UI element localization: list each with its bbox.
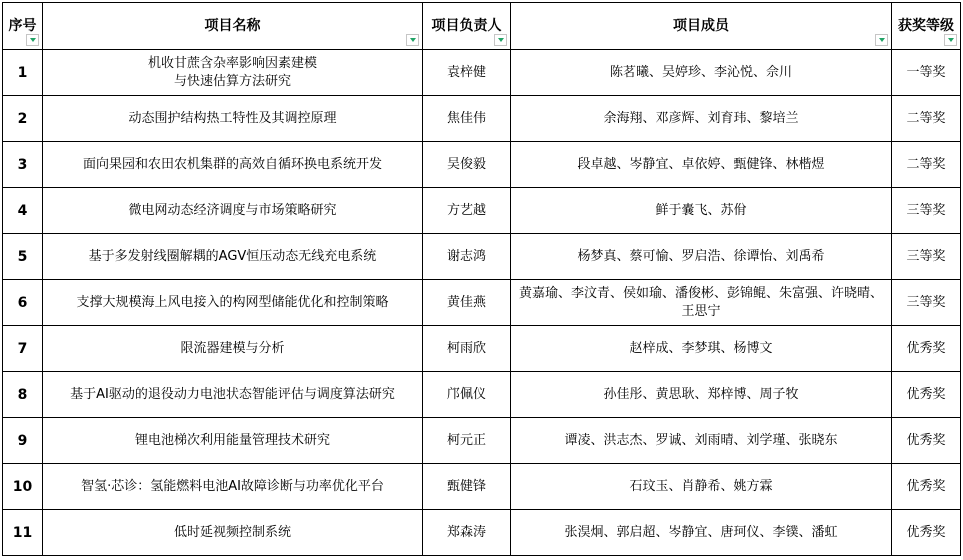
cell-award-text: 优秀奖 — [906, 386, 946, 402]
cell-leader[interactable] — [423, 464, 511, 510]
cell-leader[interactable] — [423, 372, 511, 418]
header-project-name — [43, 3, 423, 50]
cell-leader[interactable] — [423, 50, 511, 96]
cell-award[interactable] — [892, 418, 961, 464]
cell-seq[interactable] — [3, 418, 43, 464]
cell-award-text: 优秀奖 — [906, 432, 946, 448]
header-row — [3, 3, 961, 50]
cell-award[interactable] — [892, 510, 961, 556]
cell-project-name[interactable] — [43, 142, 423, 188]
cell-seq-text: 7 — [17, 340, 28, 357]
cell-leader-text: 郑森涛 — [446, 524, 486, 540]
cell-award-text: 三等奖 — [906, 202, 946, 218]
table-row — [3, 326, 961, 372]
cell-leader[interactable] — [423, 326, 511, 372]
filter-dropdown-icon[interactable] — [406, 34, 419, 46]
cell-leader-text: 方艺越 — [446, 202, 486, 218]
cell-seq-text: 6 — [17, 294, 28, 311]
cell-leader-text: 袁梓健 — [446, 64, 486, 80]
cell-award-text: 优秀奖 — [906, 524, 946, 540]
cell-project-name[interactable] — [43, 510, 423, 556]
cell-award[interactable] — [892, 464, 961, 510]
cell-seq-text: 2 — [17, 110, 28, 127]
filter-dropdown-icon[interactable] — [875, 34, 888, 46]
cell-leader-text: 柯元正 — [446, 432, 486, 448]
cell-seq-text: 9 — [17, 432, 28, 449]
cell-members-text: 黄嘉瑜、李汶青、侯如瑜、潘俊彬、彭锦鲲、朱富强、许晓晴、王思宁 — [518, 285, 883, 319]
cell-leader-text: 邝佩仪 — [446, 386, 486, 402]
cell-award[interactable] — [892, 96, 961, 142]
cell-award[interactable] — [892, 372, 961, 418]
cell-project-name-text: 支撑大规模海上风电接入的构网型储能优化和控制策略 — [76, 294, 389, 310]
cell-award[interactable] — [892, 50, 961, 96]
cell-members[interactable] — [511, 96, 892, 142]
cell-seq-text: 3 — [17, 156, 28, 173]
cell-members-text: 谭凌、洪志杰、罗诚、刘雨晴、刘学瑾、张晓东 — [564, 432, 838, 448]
cell-seq-text: 1 — [17, 64, 28, 81]
header-seq — [3, 3, 43, 50]
cell-project-name-text: 限流器建模与分析 — [180, 340, 285, 356]
cell-project-name-text: 微电网动态经济调度与市场策略研究 — [128, 202, 337, 218]
cell-members[interactable] — [511, 510, 892, 556]
cell-members[interactable] — [511, 142, 892, 188]
cell-project-name-text: 与快速估算方法研究 — [173, 73, 291, 89]
cell-award[interactable] — [892, 234, 961, 280]
cell-members-text: 鲜于嚢飞、苏佾 — [655, 202, 747, 218]
cell-members[interactable] — [511, 234, 892, 280]
cell-members[interactable] — [511, 280, 892, 326]
cell-leader[interactable] — [423, 510, 511, 556]
cell-project-name[interactable] — [43, 464, 423, 510]
cell-members[interactable] — [511, 50, 892, 96]
header-leader-label: 项目负责人 — [431, 18, 502, 34]
cell-leader[interactable] — [423, 188, 511, 234]
table-row — [3, 188, 961, 234]
cell-award-text: 三等奖 — [906, 248, 946, 264]
cell-award-text: 优秀奖 — [906, 478, 946, 494]
cell-seq[interactable] — [3, 280, 43, 326]
cell-seq[interactable] — [3, 326, 43, 372]
table-row — [3, 280, 961, 326]
cell-award-text: 优秀奖 — [906, 340, 946, 356]
cell-leader-text: 焦佳伟 — [446, 110, 486, 126]
cell-leader-text: 黄佳燕 — [446, 294, 486, 310]
cell-members[interactable] — [511, 326, 892, 372]
cell-project-name[interactable] — [43, 280, 423, 326]
cell-seq-text: 8 — [17, 386, 28, 403]
header-award-label: 获奖等级 — [898, 18, 954, 34]
cell-project-name-text: 面向果园和农田农机集群的高效自循环换电系统开发 — [82, 156, 382, 172]
cell-leader[interactable] — [423, 418, 511, 464]
cell-award-text: 二等奖 — [906, 156, 946, 172]
cell-seq[interactable] — [3, 142, 43, 188]
cell-leader[interactable] — [423, 96, 511, 142]
cell-members[interactable] — [511, 188, 892, 234]
cell-leader-text: 吴俊毅 — [446, 156, 486, 172]
cell-seq-text: 5 — [17, 248, 28, 265]
cell-members[interactable] — [511, 418, 892, 464]
cell-project-name-text: 智氢·芯诊：氢能燃料电池AI故障诊断与功率优化平台 — [81, 478, 384, 494]
filter-dropdown-icon[interactable] — [494, 34, 507, 46]
table-row — [3, 372, 961, 418]
header-seq-label: 序号 — [8, 18, 37, 34]
cell-project-name-text: 低时延视频控制系统 — [173, 524, 291, 540]
cell-members-text: 余海翔、邓彦辉、刘育玮、黎培兰 — [603, 110, 799, 126]
table-row — [3, 96, 961, 142]
header-leader — [423, 3, 511, 50]
header-award — [892, 3, 961, 50]
cell-seq[interactable] — [3, 50, 43, 96]
cell-award-text: 一等奖 — [906, 64, 946, 80]
cell-leader[interactable] — [423, 234, 511, 280]
cell-project-name-text: 基于AI驱动的退役动力电池状态智能评估与调度算法研究 — [70, 386, 395, 402]
cell-seq[interactable] — [3, 510, 43, 556]
cell-award[interactable] — [892, 188, 961, 234]
cell-seq[interactable] — [3, 234, 43, 280]
awards-table — [2, 2, 961, 556]
table-row — [3, 418, 961, 464]
cell-leader-text: 柯雨欣 — [446, 340, 486, 356]
table-row — [3, 142, 961, 188]
header-members — [511, 3, 892, 50]
cell-project-name[interactable] — [43, 372, 423, 418]
cell-project-name-text: 基于多发射线圈解耦的AGV恒压动态无线充电系统 — [88, 248, 377, 264]
cell-award[interactable] — [892, 142, 961, 188]
cell-project-name-text: 机收甘蔗含杂率影响因素建模 — [147, 55, 317, 71]
cell-seq[interactable] — [3, 372, 43, 418]
cell-project-name-text: 锂电池梯次利用能量管理技术研究 — [134, 432, 330, 448]
header-project-name-label: 项目名称 — [204, 18, 261, 34]
cell-award-text: 二等奖 — [906, 110, 946, 126]
table-row — [3, 234, 961, 280]
table-row — [3, 464, 961, 510]
cell-leader[interactable] — [423, 280, 511, 326]
cell-members-text: 张淏炯、郭启超、岑静宜、唐珂仪、李镤、潘虹 — [564, 524, 838, 540]
header-members-label: 项目成员 — [673, 18, 729, 34]
cell-award-text: 三等奖 — [906, 294, 946, 310]
cell-award[interactable] — [892, 280, 961, 326]
cell-seq-text: 10 — [12, 478, 33, 495]
cell-members-text: 孙佳彤、黄思耿、郑梓博、周子牧 — [603, 386, 799, 402]
cell-seq-text: 4 — [17, 202, 28, 219]
cell-leader[interactable] — [423, 142, 511, 188]
cell-members-text: 段卓越、岑静宜、卓依婷、甄健锋、林楷煜 — [577, 156, 825, 172]
table-row — [3, 50, 961, 96]
cell-seq[interactable] — [3, 464, 43, 510]
cell-members-text: 赵梓成、李梦琪、杨博文 — [629, 340, 773, 356]
cell-project-name[interactable] — [43, 418, 423, 464]
cell-leader-text: 甄健锋 — [446, 478, 486, 494]
table-body — [3, 50, 961, 556]
table-row — [3, 510, 961, 556]
cell-project-name[interactable] — [43, 234, 423, 280]
cell-seq-text: 11 — [12, 524, 33, 541]
cell-members-text: 杨梦真、蔡可愉、罗启浩、徐谭怡、刘禹希 — [577, 248, 825, 264]
cell-project-name[interactable] — [43, 188, 423, 234]
cell-members-text: 陈茗曦、吴婷珍、李沁悦、佘川 — [609, 64, 792, 80]
cell-seq[interactable] — [3, 96, 43, 142]
cell-members[interactable] — [511, 372, 892, 418]
cell-award[interactable] — [892, 326, 961, 372]
cell-project-name[interactable] — [43, 326, 423, 372]
cell-members-text: 石玟玉、肖静希、姚方霖 — [629, 478, 773, 494]
cell-leader-text: 谢志鸿 — [446, 248, 486, 264]
cell-project-name[interactable] — [43, 50, 423, 96]
cell-project-name-text: 动态围护结构热工特性及其调控原理 — [128, 110, 337, 126]
cell-seq[interactable] — [3, 188, 43, 234]
filter-dropdown-icon[interactable] — [944, 34, 957, 46]
filter-dropdown-icon[interactable] — [26, 34, 39, 46]
cell-members[interactable] — [511, 464, 892, 510]
cell-project-name[interactable] — [43, 96, 423, 142]
